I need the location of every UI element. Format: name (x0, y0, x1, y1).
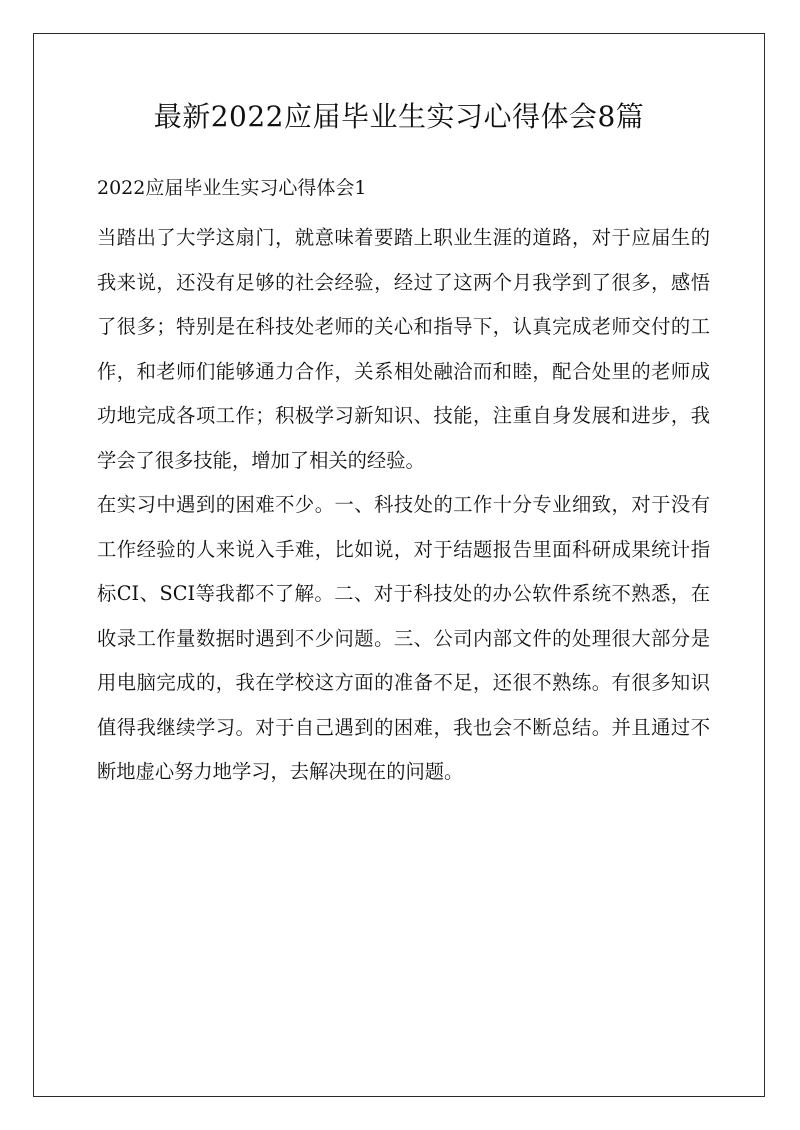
document-title: 最新2022应届毕业生实习心得体会8篇 (153, 100, 645, 133)
document-body (97, 168, 710, 795)
section-heading: 2022应届毕业生实习心得体会1 (97, 177, 367, 199)
paragraph-2: 在实习中遇到的困难不少。一、科技处的工作十分专业细致，对于没有工作经验的人来说入手难，比如说，对于结题报告里面科研成果统计指标CI、SCI等我都不了解。二、对于科技处的办公软件系统不熟悉，在收录工作量数据时遇到不少问题。三、公司内部文件的处理很大部分是用电脑完成的，我在学校这方面的准备不足，还很不熟练。有很多知识值得我继续学习。对于自己遇到的困难，我也会不断总结。并且通过不断地虚心努力地学习，去解决现在的问题。 (97, 493, 710, 783)
paragraph-1: 当踏出了大学这扇门，就意味着要踏上职业生涯的道路，对于应届生的我来说，还没有足够的社会经验，经过了这两个月我学到了很多，感悟了很多；特别是在科技处老师的关心和指导下，认真完成老师交付的工作，和老师们能够通力合作，关系相处融洽而和睦，配合处里的老师成功地完成各项工作；积极学习新知识、技能，注重自身发展和进步，我学会了很多技能，增加了相关的经验。 (97, 226, 710, 472)
